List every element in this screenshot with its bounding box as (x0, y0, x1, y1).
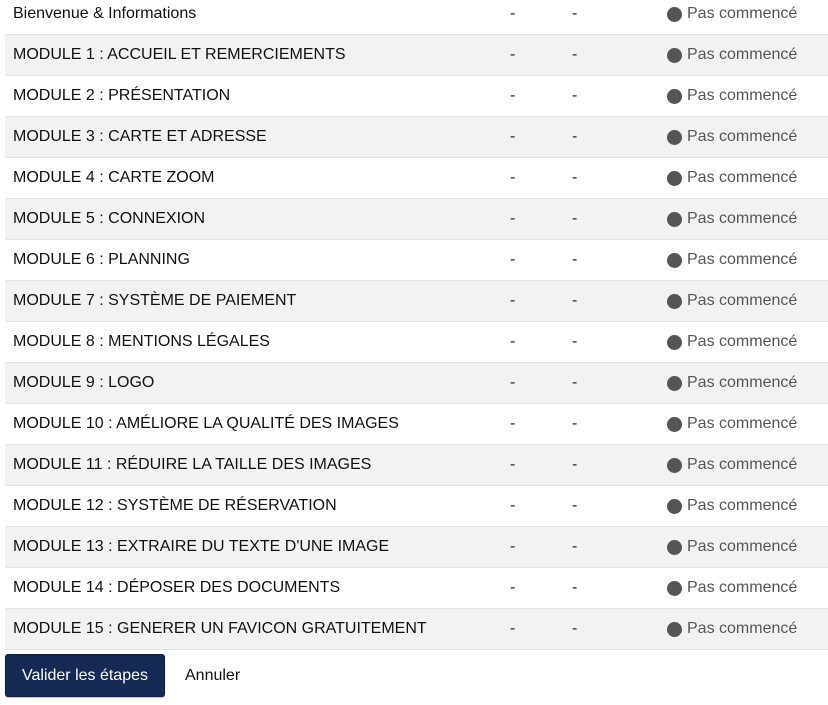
status-dot-icon (667, 499, 682, 514)
status-badge (667, 199, 797, 239)
status-label: Pas commencé (687, 210, 798, 227)
cell-value-1: - (510, 579, 516, 596)
status-dot-icon (667, 581, 682, 596)
status-label: Pas commencé (687, 128, 798, 145)
status-label: Pas commencé (687, 292, 798, 309)
actions-bar (5, 654, 240, 697)
cell-value-1: - (510, 251, 516, 268)
status-dot-icon (667, 294, 682, 309)
module-title: MODULE 12 : SYSTÈME DE RÉSERVATION (13, 497, 337, 514)
table-row (5, 322, 828, 363)
cell-value-2: - (572, 374, 578, 391)
cell-value-1: - (510, 456, 516, 473)
status-badge (667, 281, 797, 321)
table-row (5, 363, 828, 404)
status-badge (667, 158, 797, 198)
cell-value-1: - (510, 538, 516, 555)
cell-value-1: - (510, 87, 516, 104)
status-badge (667, 363, 797, 403)
cell-value-1: - (510, 210, 516, 227)
table-row (5, 445, 828, 486)
cell-value-2: - (572, 251, 578, 268)
status-label: Pas commencé (687, 497, 798, 514)
status-badge (667, 240, 797, 280)
table-row (5, 76, 828, 117)
module-title: MODULE 2 : PRÉSENTATION (13, 87, 231, 104)
cell-value-2: - (572, 415, 578, 432)
status-dot-icon (667, 458, 682, 473)
module-title: MODULE 13 : EXTRAIRE DU TEXTE D'UNE IMAGE (13, 538, 390, 555)
cell-value-2: - (572, 128, 578, 145)
table-row (5, 0, 828, 35)
status-label: Pas commencé (687, 538, 798, 555)
cell-value-2: - (572, 497, 578, 514)
cell-value-1: - (510, 46, 516, 63)
status-dot-icon (667, 335, 682, 350)
cell-value-2: - (572, 579, 578, 596)
cell-value-1: - (510, 415, 516, 432)
table-row (5, 117, 828, 158)
module-title: MODULE 5 : CONNEXION (13, 210, 206, 227)
cell-value-1: - (510, 292, 516, 309)
status-dot-icon (667, 253, 682, 268)
cell-value-2: - (572, 169, 578, 186)
module-title: MODULE 4 : CARTE ZOOM (13, 169, 215, 186)
status-badge (667, 76, 797, 116)
table-row (5, 240, 828, 281)
cell-value-2: - (572, 333, 578, 350)
modules-table (5, 0, 828, 650)
status-dot-icon (667, 417, 682, 432)
table-row (5, 158, 828, 199)
status-dot-icon (667, 171, 682, 186)
module-title: MODULE 11 : RÉDUIRE LA TAILLE DES IMAGES (13, 456, 372, 473)
status-badge (667, 486, 797, 526)
cell-value-2: - (572, 210, 578, 227)
status-badge (667, 445, 797, 485)
module-title: MODULE 10 : AMÉLIORE LA QUALITÉ DES IMAGES (13, 415, 399, 432)
cell-value-1: - (510, 169, 516, 186)
status-label: Pas commencé (687, 579, 798, 596)
module-title: MODULE 8 : MENTIONS LÉGALES (13, 333, 270, 350)
status-label: Pas commencé (687, 374, 798, 391)
status-label: Pas commencé (687, 169, 798, 186)
cell-value-1: - (510, 620, 516, 637)
cancel-link[interactable]: Annuler (185, 666, 241, 684)
module-title: MODULE 7 : SYSTÈME DE PAIEMENT (13, 292, 297, 309)
status-label: Pas commencé (687, 333, 798, 350)
cell-value-1: - (510, 333, 516, 350)
status-badge (667, 568, 797, 608)
cell-value-2: - (572, 87, 578, 104)
cell-value-1: - (510, 128, 516, 145)
status-badge (667, 35, 797, 75)
cell-value-2: - (572, 292, 578, 309)
module-title: MODULE 15 : GENERER UN FAVICON GRATUITEMENT (13, 620, 427, 637)
cell-value-2: - (572, 456, 578, 473)
table-row (5, 527, 828, 568)
status-dot-icon (667, 48, 682, 63)
table-row (5, 281, 828, 322)
status-badge (667, 404, 797, 444)
status-badge (667, 322, 797, 362)
cell-value-1: - (510, 374, 516, 391)
cell-value-2: - (572, 46, 578, 63)
status-label: Pas commencé (687, 620, 798, 637)
cell-value-1: - (510, 5, 516, 22)
status-dot-icon (667, 540, 682, 555)
table-row (5, 199, 828, 240)
status-label: Pas commencé (687, 415, 798, 432)
module-title: MODULE 14 : DÉPOSER DES DOCUMENTS (13, 579, 341, 596)
module-title: MODULE 6 : PLANNING (13, 251, 190, 268)
status-label: Pas commencé (687, 5, 798, 22)
cell-value-1: - (510, 497, 516, 514)
table-row (5, 609, 828, 650)
status-dot-icon (667, 212, 682, 227)
table-row (5, 404, 828, 445)
status-badge (667, 117, 797, 157)
status-label: Pas commencé (687, 456, 798, 473)
status-badge (667, 0, 797, 34)
module-title: MODULE 3 : CARTE ET ADRESSE (13, 128, 267, 145)
table-row (5, 35, 828, 76)
status-badge (667, 609, 797, 649)
table-row (5, 568, 828, 609)
status-badge (667, 527, 797, 567)
module-title: MODULE 9 : LOGO (13, 374, 155, 391)
status-label: Pas commencé (687, 251, 798, 268)
status-dot-icon (667, 376, 682, 391)
table-row (5, 486, 828, 527)
cell-value-2: - (572, 5, 578, 22)
cell-value-2: - (572, 620, 578, 637)
module-title: Bienvenue & Informations (13, 5, 197, 22)
status-dot-icon (667, 89, 682, 104)
cell-value-2: - (572, 538, 578, 555)
status-label: Pas commencé (687, 87, 798, 104)
status-dot-icon (667, 7, 682, 22)
validate-steps-button[interactable]: Valider les étapes (5, 654, 165, 697)
status-dot-icon (667, 622, 682, 637)
module-title: MODULE 1 : ACCUEIL ET REMERCIEMENTS (13, 46, 346, 63)
status-label: Pas commencé (687, 46, 798, 63)
status-dot-icon (667, 130, 682, 145)
